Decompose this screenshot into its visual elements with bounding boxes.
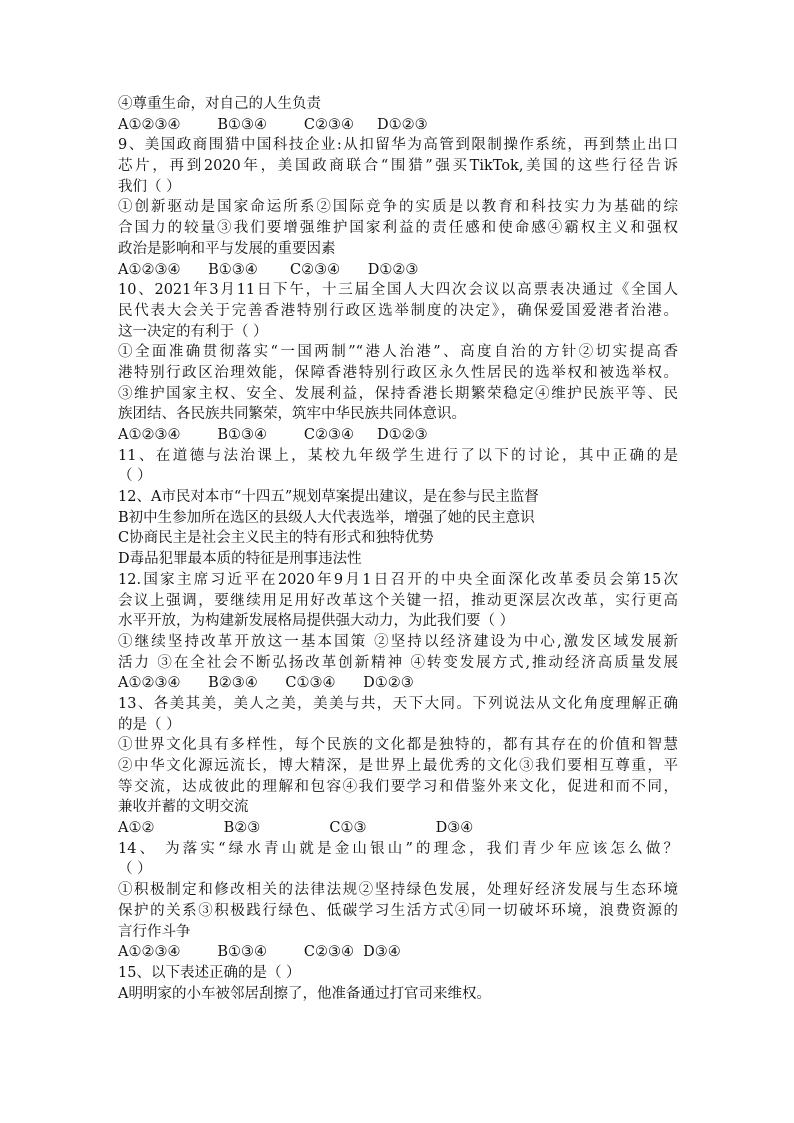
text-line: 9、美国政商围猎中国科技企业:从扣留华为高管到限制操作系统，再到禁止出口 <box>118 137 678 154</box>
text-line: 12.国家主席习近平在2020年9月1日召开的中央全面深化改革委员会第15次 <box>118 571 678 588</box>
text-line: （ ） <box>118 861 152 878</box>
text-line: ①世界文化具有多样性，每个民族的文化都是独特的，都有其存在的价值和智慧 <box>118 737 678 754</box>
text-line: 13、各美其美，美人之美，美美与共，天下大同。下列说法从文化角度理解正确 <box>118 695 678 712</box>
answer-options-line: A①②③④ B①③④ C②③④ D①②③ <box>118 261 419 278</box>
text-line: A明明家的小车被邻居刮擦了，他准备通过打官司来维权。 <box>118 985 491 1002</box>
answer-options-line: A①②③④ B②③④ C①③④ D①②③ <box>118 675 414 692</box>
text-line: 14、 为落实“绿水青山就是金山银山”的理念，我们青少年应该怎么做？ <box>118 840 678 857</box>
text-line: （ ） <box>118 468 152 485</box>
text-line: ①积极制定和修改相关的法律法规②坚持绿色发展，处理好经济发展与生态环境 <box>118 882 678 899</box>
answer-options-line: A①②③④ B①③④ C②③④ D③④ <box>118 944 401 961</box>
text-line: 11、在道德与法治课上，某校九年级学生进行了以下的讨论，其中正确的是 <box>118 447 678 464</box>
text-line: D毒品犯罪最本质的特征是刑事违法性 <box>118 551 362 568</box>
text-line: 的是（ ） <box>118 716 181 733</box>
text-line: 言行作斗争 <box>118 923 191 940</box>
text-line: 兼收并蓄的文明交流 <box>118 799 249 816</box>
text-line: 等交流，达成彼此的理解和包容④我们要学习和借鉴外来文化，促进和而不同， <box>118 778 678 795</box>
answer-options-line: A①② B②③ C①③ D③④ <box>118 820 474 837</box>
text-line: 会议上强调，要继续用足用好改革这个关键一招，推动更深层次改革，实行更高 <box>118 592 678 609</box>
text-line: ①创新驱动是国家命运所系②国际竞争的实质是以教育和科技实力为基础的综 <box>118 199 678 216</box>
answer-options-line: A①②③④ B①③④ C②③④ D①②③ <box>118 116 428 133</box>
text-line: 港特别行政区治理效能，保障香港特别行政区永久性居民的选举权和被选举权。 <box>118 364 678 381</box>
text-line: 水平开放，为构建新发展格局提供强大动力，为此我们要（ ） <box>118 613 515 630</box>
text-line: ①全面准确贯彻落实“一国两制”“港人治港”、高度自治的方针②切实提高香 <box>118 344 678 361</box>
text-line: 芯片，再到2020年，美国政商联合“围猎”强买TikTok,美国的这些行径告诉 <box>118 158 678 175</box>
text-line: 政治是影响和平与发展的重要因素 <box>118 240 336 257</box>
answer-options-line: A①②③④ B①③④ C②③④ D①②③ <box>118 427 428 443</box>
text-line: 保护的关系③积极践行绿色、低碳学习生活方式④同一切破坏环境，浪费资源的 <box>118 902 678 919</box>
text-line: 合国力的较量③我们要增强维护国家利益的责任感和使命感④霸权主义和强权 <box>118 220 678 237</box>
text-line: 12、A市民对本市“十四五”规划草案提出建议，是在参与民主监督 <box>118 489 539 506</box>
text-line: B初中生参加所在选区的县级人大代表选举，增强了她的民主意识 <box>118 509 535 526</box>
question-text <box>118 94 678 1004</box>
text-line: ①继续坚持改革开放这一基本国策 ②坚持以经济建设为中心,激发区域发展新 <box>118 633 678 650</box>
text-line: ③维护国家主权、安全、发展利益，保持香港长期繁荣稳定④维护民族平等、民 <box>118 385 678 402</box>
text-line: C协商民主是社会主义民主的特有形式和独特优势 <box>118 530 434 547</box>
text-line: 族团结、各民族共同繁荣，筑牢中华民族共同体意识。 <box>118 406 466 423</box>
text-line: 民代表大会关于完善香港特别行政区选举制度的决定》，确保爱国爱港者治港。 <box>118 302 678 319</box>
text-line: 这一决定的有利于（ ） <box>118 323 268 340</box>
text-line: 我们（ ） <box>118 178 181 195</box>
text-line: 15、以下表述正确的是（ ） <box>118 964 301 981</box>
text-line: ④尊重生命，对自己的人生负责 <box>118 96 321 112</box>
text-line: 10、2021年3月11日下午，十三届全国人大四次会议以高票表决通过《全国人 <box>118 282 678 299</box>
text-line: ②中华文化源远流长，博大精深，是世界上最优秀的文化③我们要相互尊重，平 <box>118 758 678 774</box>
text-line: 活力 ③在全社会不断弘扬改革创新精神 ④转变发展方式,推动经济高质量发展 <box>118 654 678 671</box>
